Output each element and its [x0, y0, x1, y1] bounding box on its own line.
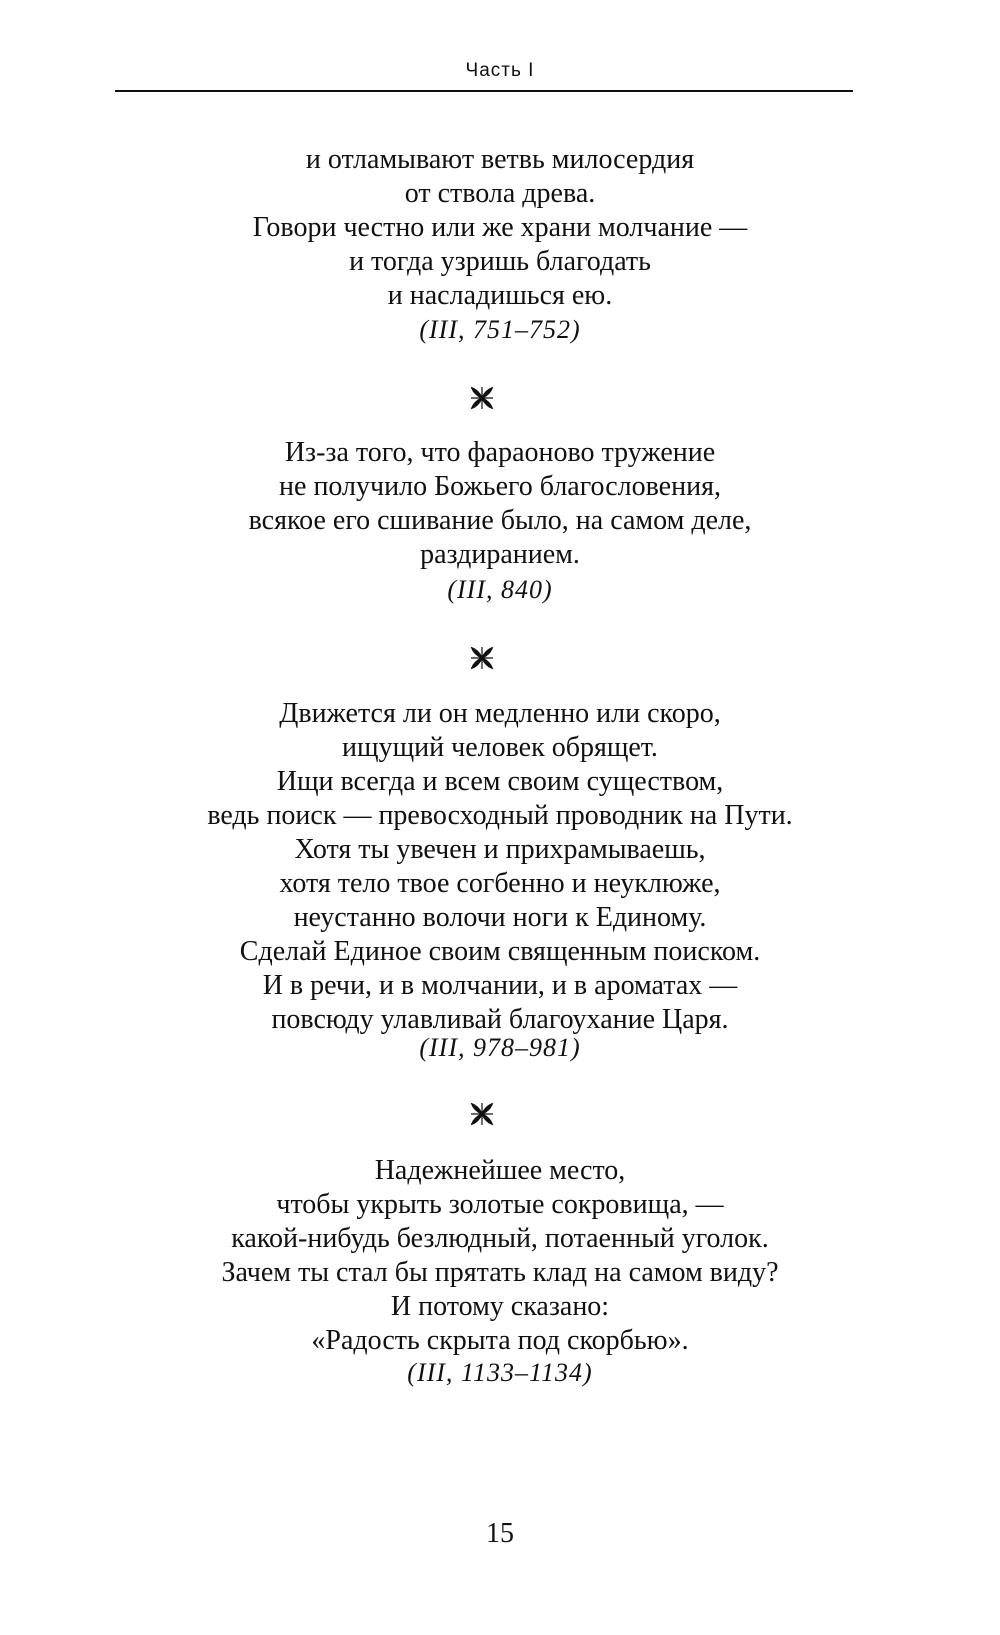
stanza-line: ведь поиск — превосходный проводник на Пути.	[207, 800, 793, 831]
stanza-2	[0, 436, 1000, 572]
stanza-1	[0, 143, 1000, 313]
floral-ornament-icon	[468, 1100, 496, 1128]
stanza-line: Ищи всегда и всем своим существом,	[276, 766, 724, 797]
stanza-line: повсюду улавливай благоухание Царя.	[271, 1004, 729, 1035]
stanza-line: чтобы укрыть золотые сокровища, —	[276, 1189, 724, 1220]
stanza-line: Сделай Единое своим священным поиском.	[239, 936, 761, 967]
stanza-line: от ствола древа.	[404, 178, 596, 209]
reference-2: (III, 840)	[447, 575, 553, 604]
stanza-line: Из-за того, что фараоново тружение	[284, 437, 716, 468]
stanza-line: и насладишься ею.	[387, 280, 613, 311]
running-head: Часть I	[465, 60, 535, 81]
stanza-line: какой-нибудь безлюдный, потаенный уголок.	[231, 1223, 769, 1254]
stanza-line: и тогда узришь благодать	[349, 246, 651, 277]
stanza-line: хотя тело твое согбенно и неуклюже,	[279, 868, 721, 899]
stanza-4	[0, 1154, 1000, 1358]
floral-ornament-icon	[468, 384, 496, 412]
stanza-line: ищущий человек обрящет.	[342, 732, 658, 763]
stanza-line: и отламывают ветвь милосердия	[305, 144, 695, 175]
stanza-line: Движется ли он медленно или скоро,	[279, 698, 721, 729]
stanza-line: И потому сказано:	[390, 1291, 610, 1322]
stanza-line: Зачем ты стал бы прятать клад на самом виду?	[221, 1257, 779, 1288]
reference-4: (III, 1133–1134)	[407, 1358, 593, 1387]
stanza-line: Говори честно или же храни молчание —	[252, 212, 748, 243]
stanza-line: неустанно волочи ноги к Единому.	[293, 902, 707, 933]
stanza-line: «Радость скрыта под скорбью».	[311, 1325, 689, 1356]
stanza-line: всякое его сшивание было, на самом деле,	[248, 505, 752, 536]
stanza-line: Хотя ты увечен и прихрамываешь,	[294, 834, 706, 865]
stanza-line: И в речи, и в молчании, и в ароматах —	[262, 970, 738, 1001]
header-rule	[115, 90, 853, 92]
reference-1: (III, 751–752)	[419, 315, 581, 344]
page-number: 15	[486, 1518, 514, 1549]
stanza-line: не получило Божьего благословения,	[279, 471, 721, 502]
reference-3: (III, 978–981)	[419, 1033, 581, 1062]
stanza-line: раздиранием.	[420, 539, 580, 570]
stanza-line: Надежнейшее место,	[374, 1155, 626, 1186]
floral-ornament-icon	[468, 644, 496, 672]
stanza-3	[0, 697, 1000, 1037]
